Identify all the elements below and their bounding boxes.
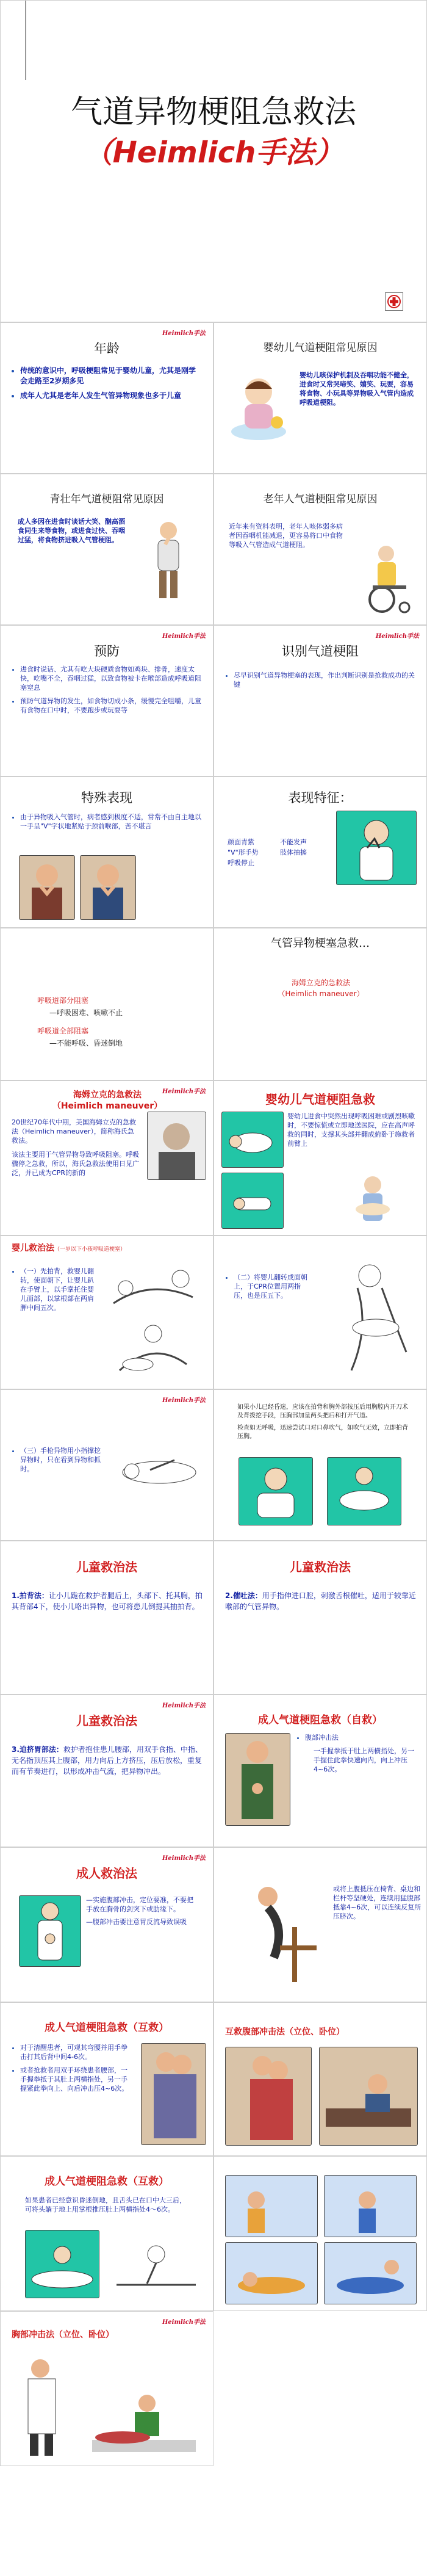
slide-title: 成人气道梗阻急救（自救） bbox=[258, 1714, 382, 1726]
para: 该法主要用于气管异物导致呼吸阻塞。呼吸骤停之急救，所以，海氏急救法使用日见广泛，并已成为CPR的新的 bbox=[12, 1151, 139, 1177]
slide-title: 婴幼儿气道梗阻常见原因 bbox=[263, 342, 378, 354]
subtitle-brand: Heimlich bbox=[112, 136, 256, 170]
slide-chest-thrust bbox=[214, 2002, 427, 2156]
subtitle-method: 手法 bbox=[256, 136, 315, 170]
bullet-item: • 尽早识别气道异物梗塞的表现，作出判断识别是抢救成功的关键 bbox=[234, 671, 417, 689]
infant-position-figure bbox=[101, 1315, 205, 1383]
slide-body bbox=[12, 1267, 94, 1317]
standing-chest-thrust-figure bbox=[13, 2353, 74, 2457]
slide-heimlich-intro bbox=[0, 1080, 214, 1236]
slide-body bbox=[225, 671, 417, 693]
kneeling-chest-thrust-figure bbox=[86, 2385, 202, 2457]
title-note: （一岁以下小孩呼吸道梗塞） bbox=[54, 1246, 126, 1253]
infant-back-blow-illustration bbox=[221, 1112, 284, 1168]
slide-signs bbox=[214, 776, 427, 928]
method-item: —实施腹部冲击，定位要准，不要把手放在胸骨的剑突下或肋缘下。 bbox=[86, 1896, 193, 1913]
slide-adult-method bbox=[0, 1847, 214, 2002]
sign-item: 不能发声 bbox=[280, 838, 307, 846]
heimlich-logo: Heimlich手法 bbox=[162, 1702, 206, 1709]
sign-item: 呼吸停止 bbox=[228, 859, 254, 867]
subtitle-close-paren: ） bbox=[314, 136, 344, 170]
bullet-item: • 预防气道异物的发生，如食物切成小条，缓慢完全咀嚼，儿童有食物在口中时，不要跑步或玩耍等 bbox=[20, 696, 204, 715]
bullet-item: • 或者抢救者用双手环绕患者腰部，一手握拳抵于其肚上两横指处，另一手握紧此拳向上、向后冲击压4~6次。 bbox=[20, 2066, 134, 2093]
slide-title: 成人气道梗阻急救（互救） bbox=[45, 2176, 169, 2188]
slide-title: 特殊表现 bbox=[81, 791, 132, 805]
red-cross-icon bbox=[385, 292, 403, 311]
full-desc: —不能呼吸、昏迷倒地 bbox=[49, 1039, 123, 1047]
heimlich-logo: Heimlich手法 bbox=[162, 1397, 206, 1404]
child-illustration bbox=[225, 371, 292, 444]
sign-item: 肢体抽搐 bbox=[280, 848, 307, 856]
method-text: 让小儿跪在救护者腿后上，头部下、托其胸，拍其背部4下，使小儿咯出异物，也可将患儿倒提其抽拍背。 bbox=[12, 1591, 203, 1611]
rescue-photo-2 bbox=[324, 2175, 417, 2237]
slide-title: 胸部冲击法（立位、卧位） bbox=[12, 2330, 114, 2340]
sign-item: "V"形手势 bbox=[228, 848, 259, 856]
supine-thrust-illustration bbox=[25, 2230, 99, 2298]
slide-body bbox=[37, 994, 196, 1049]
bullet-item: • 传统的意识中，呼吸梗阻常见于婴幼儿童，尤其是刚学会走路至2岁期多见 bbox=[20, 366, 201, 386]
title-divider bbox=[25, 1, 26, 80]
slide-infant-method bbox=[0, 1236, 214, 1389]
slide-body bbox=[12, 812, 204, 835]
slide-rescue-photos bbox=[214, 2156, 427, 2311]
slide-body bbox=[12, 1744, 204, 1777]
heimlich-logo: Heimlich手法 bbox=[375, 633, 419, 640]
slide-title: 婴幼儿气道梗阻急救 bbox=[265, 1092, 375, 1107]
slide-prevent bbox=[0, 625, 214, 776]
bullet-item: • 由于异物吸入气管时，病者感到极度不适，常常不由自主地以一手呈"V"字状地紧贴于颈前喉部，苦不堪言 bbox=[20, 812, 204, 831]
method-label: 1.拍背法： bbox=[12, 1591, 49, 1600]
slide-infant-method-2 bbox=[214, 1236, 427, 1389]
wheelchair-illustration bbox=[354, 541, 415, 615]
slide-infant-rescue bbox=[214, 1080, 427, 1236]
slide-title: 老年人气道梗阻常见原因 bbox=[263, 493, 378, 505]
deck-subtitle bbox=[1, 129, 426, 171]
slide-title: 年龄 bbox=[94, 341, 120, 356]
heimlich-logo: Heimlich手法 bbox=[162, 2319, 206, 2326]
slide-body bbox=[225, 1590, 417, 1612]
slide-body bbox=[12, 1590, 204, 1612]
slide-chest-thrust-2 bbox=[0, 2311, 214, 2466]
bullet-item: • 对于清醒患者，可观其弯腰并用手拳击打其后背中间4-6次。 bbox=[20, 2043, 134, 2061]
heimlich-logo: Heimlich手法 bbox=[162, 1855, 206, 1862]
slide-title: 互救腹部冲击法（立位、卧位） bbox=[225, 2027, 345, 2037]
sign-item: 颜面青紫 bbox=[228, 838, 254, 846]
signs-column-1 bbox=[228, 837, 276, 868]
choking-sign-photo-2 bbox=[80, 855, 136, 920]
infant-rescue-illustration bbox=[336, 1173, 409, 1231]
slide-body: 或将上腹抵压在椅背、桌边和栏杆等坚硬处，连续用猛腹部抵靠4~6次，可以连续反复所压脐次。 bbox=[333, 1885, 422, 1920]
slide-adult-cause bbox=[0, 474, 214, 625]
infant-chest-thrust-figure bbox=[315, 1254, 422, 1383]
slide-body: 如果患者已经意识昏迷倒地，且舌头已在口中大三后，可将头躺于地上用掌根推压肚上两横指处4～6次。 bbox=[25, 2196, 186, 2213]
slide-body: 近年来有资料表明，老年人咳体弱多病者因吞咽机能减退，更容易将口中食物等吸入气管造成气道梗阻。 bbox=[229, 523, 343, 549]
slide-title bbox=[1, 1090, 214, 1112]
para: 20世纪70年代中期，美国海姆立克的急救法（Heimlich maneuver），简称海氏急救法。 bbox=[12, 1118, 136, 1145]
bullet-item: • 成年人尤其是老年人发生气管异物现象也多于儿童 bbox=[20, 391, 201, 401]
method-text: 救护者抱住患儿腰部，用双手食指、中指、无名指顶压其上腹部，用力向后上方挤压，压后放松，重复而有节奏进行，以形成冲击气流，把异物冲出。 bbox=[12, 1745, 203, 1776]
choking-sign-photo-1 bbox=[19, 855, 75, 920]
slide-infant-cause bbox=[214, 322, 427, 474]
slide-identify bbox=[214, 625, 427, 776]
heimlich-logo: Heimlich手法 bbox=[162, 330, 206, 337]
bullet-item: • （三）手枪异物用小指撑挖异物时，只在看到异物和抓时。 bbox=[20, 1446, 103, 1474]
slide-title: 青壮年气道梗阻常见原因 bbox=[49, 493, 164, 505]
slide-title: 成人救治法 bbox=[76, 1866, 137, 1881]
signs-column-2 bbox=[280, 837, 329, 858]
slide-title: 儿童救治法 bbox=[76, 1713, 137, 1728]
infant-rescue-breath-illustration bbox=[239, 1457, 313, 1525]
partial-desc: —呼吸困难、咳嗽不止 bbox=[49, 1008, 123, 1017]
bullet-item: • （一）先拍背，救婴儿翻转，使面朝下，让婴儿趴在手臂上，以手掌托住婴儿面部，以掌根部在两肩胛中间五次。 bbox=[20, 1267, 94, 1312]
method-item: —腹部冲击要注意胃反流导致误吸 bbox=[86, 1918, 187, 1926]
slide-heimlich-rescue bbox=[214, 928, 427, 1080]
finger-sweep-figure bbox=[113, 1448, 205, 1491]
slide-body: 婴幼儿咳保护机制及吞咽功能不健全，进食时又常哭啼笑、嬉笑、玩耍，容易将食物、小玩具等异物吸入气管内造成呼吸道梗阻。 bbox=[300, 371, 414, 407]
title-line: （Heimlich maneuver） bbox=[52, 1101, 163, 1111]
slide-adult-mutual bbox=[0, 2002, 214, 2156]
title-slide bbox=[0, 0, 427, 322]
para: 检查如无呼吸，迅速尝试口对口鼻吹气，如吹气无效，立即拍背压胸。 bbox=[237, 1425, 408, 1440]
heimlich-line: 海姆立克的急救法 bbox=[291, 979, 350, 987]
title-main: 婴儿救治法 bbox=[12, 1243, 54, 1253]
slide-partial bbox=[0, 928, 214, 1080]
slide-body bbox=[12, 366, 201, 405]
slide-body bbox=[12, 1446, 103, 1478]
heimlich-logo: Heimlich手法 bbox=[162, 1088, 206, 1095]
title-line: 海姆立克的急救法 bbox=[73, 1090, 142, 1100]
mutual-rescue-photo bbox=[141, 2043, 206, 2145]
slide-body bbox=[86, 1895, 196, 1927]
method-label: 3.迫挤胃部法： bbox=[12, 1745, 63, 1754]
method-label: 2.催吐法： bbox=[225, 1591, 262, 1600]
slide-body: 婴幼儿进食中突然出现呼吸困难或剧烈咳嗽时，不要惊慌或立即地送医院，应在高声呼救的同时，支撑其头部并翻成俯卧于施救者前臂上 bbox=[287, 1112, 415, 1148]
bullet-item: • 腹部冲击法 bbox=[305, 1733, 418, 1742]
slide-body bbox=[12, 665, 204, 719]
slide-child-2 bbox=[214, 1541, 427, 1695]
slide-title bbox=[12, 1243, 207, 1255]
slide-title: 气管异物梗塞急救… bbox=[271, 937, 370, 950]
slide-body bbox=[12, 2043, 134, 2097]
adult-thrust-illustration bbox=[19, 1895, 81, 1967]
infant-hold-illustration bbox=[221, 1173, 284, 1229]
slide-child-3 bbox=[0, 1695, 214, 1847]
infant-back-blow-figure bbox=[101, 1261, 205, 1315]
standing-thrust-photo bbox=[225, 2047, 312, 2146]
slide-special bbox=[0, 776, 214, 928]
slide-body bbox=[214, 977, 427, 999]
slide-title: 表现特征： bbox=[288, 791, 353, 805]
adult-choking-illustration bbox=[141, 517, 196, 602]
lying-thrust-photo bbox=[319, 2047, 418, 2146]
rescue-photo-3 bbox=[225, 2242, 318, 2304]
bullet-item: • 进食时说话、尤其有吃大块硬质食物如鸡块、排骨，速度太快，吃嘴不全，吞咽过猛，以致食物被卡在喉部造成呼吸道阻塞窒息 bbox=[20, 665, 204, 692]
slide-adult-self bbox=[214, 1695, 427, 1847]
supine-thrust-figure bbox=[110, 2230, 202, 2297]
slide-body bbox=[225, 1273, 310, 1304]
full-label: 呼吸道全部阻塞 bbox=[37, 1027, 89, 1035]
infant-compression-illustration bbox=[327, 1457, 401, 1525]
chair-thrust-illustration bbox=[225, 1872, 329, 1988]
slide-elder-cause bbox=[214, 474, 427, 625]
method-text: 一手握拳抵于肚上两横指处，另一手握住此拳快速向内，向上冲压4~6次。 bbox=[314, 1747, 414, 1773]
heimlich-logo: Heimlich手法 bbox=[162, 633, 206, 640]
slide-title: 预防 bbox=[94, 644, 120, 659]
choking-sign-illustration bbox=[336, 811, 417, 885]
method-text: 用手指伸进口腔，刺激舌根催吐，适用于较靠近喉部的气管异物。 bbox=[225, 1591, 416, 1611]
slide-age bbox=[0, 322, 214, 474]
slide-infant-method-3 bbox=[0, 1389, 214, 1541]
slide-title: 儿童救治法 bbox=[290, 1560, 351, 1574]
self-rescue-photo bbox=[225, 1733, 290, 1826]
slide-adult-chair bbox=[214, 1847, 427, 2002]
slide-adult-mutual-2 bbox=[0, 2156, 214, 2311]
slide-body: 成人多因在进食时谈话大笑、酗高酒食同生来等食物，或进食过快、吞咽过猛，将食物挤进吸入气管梗阻。 bbox=[18, 518, 125, 544]
slide-title: 识别气道梗阻 bbox=[282, 644, 359, 659]
slide-body bbox=[296, 1733, 418, 1774]
deck-title: 气道异物梗阻急救法 bbox=[70, 94, 356, 131]
bullet-item: • （二）将婴儿翻转成面朝上，于CPR位置用两指压，也是压五下。 bbox=[234, 1273, 310, 1300]
slide-title: 儿童救治法 bbox=[76, 1560, 137, 1574]
rescue-photo-4 bbox=[324, 2242, 417, 2304]
partial-label: 呼吸道部分阻塞 bbox=[37, 996, 89, 1005]
slide-body bbox=[237, 1403, 408, 1441]
heimlich-line: （Heimlich maneuver） bbox=[278, 990, 364, 998]
slide-title: 成人气道梗阻急救（互救） bbox=[45, 2022, 169, 2034]
para: 如果小儿已经昏迷，应该在拍背和胸外部按压后用胸腔内开刀术及背拨挖手段，压胸部加量两头把后和打开气道。 bbox=[237, 1404, 408, 1419]
slide-infant-check bbox=[214, 1389, 427, 1541]
slide-child-1 bbox=[0, 1541, 214, 1695]
subtitle-open-paren: （ bbox=[83, 136, 113, 170]
heimlich-portrait bbox=[147, 1112, 206, 1180]
slide-body bbox=[12, 1118, 140, 1178]
rescue-photo-1 bbox=[225, 2175, 318, 2237]
